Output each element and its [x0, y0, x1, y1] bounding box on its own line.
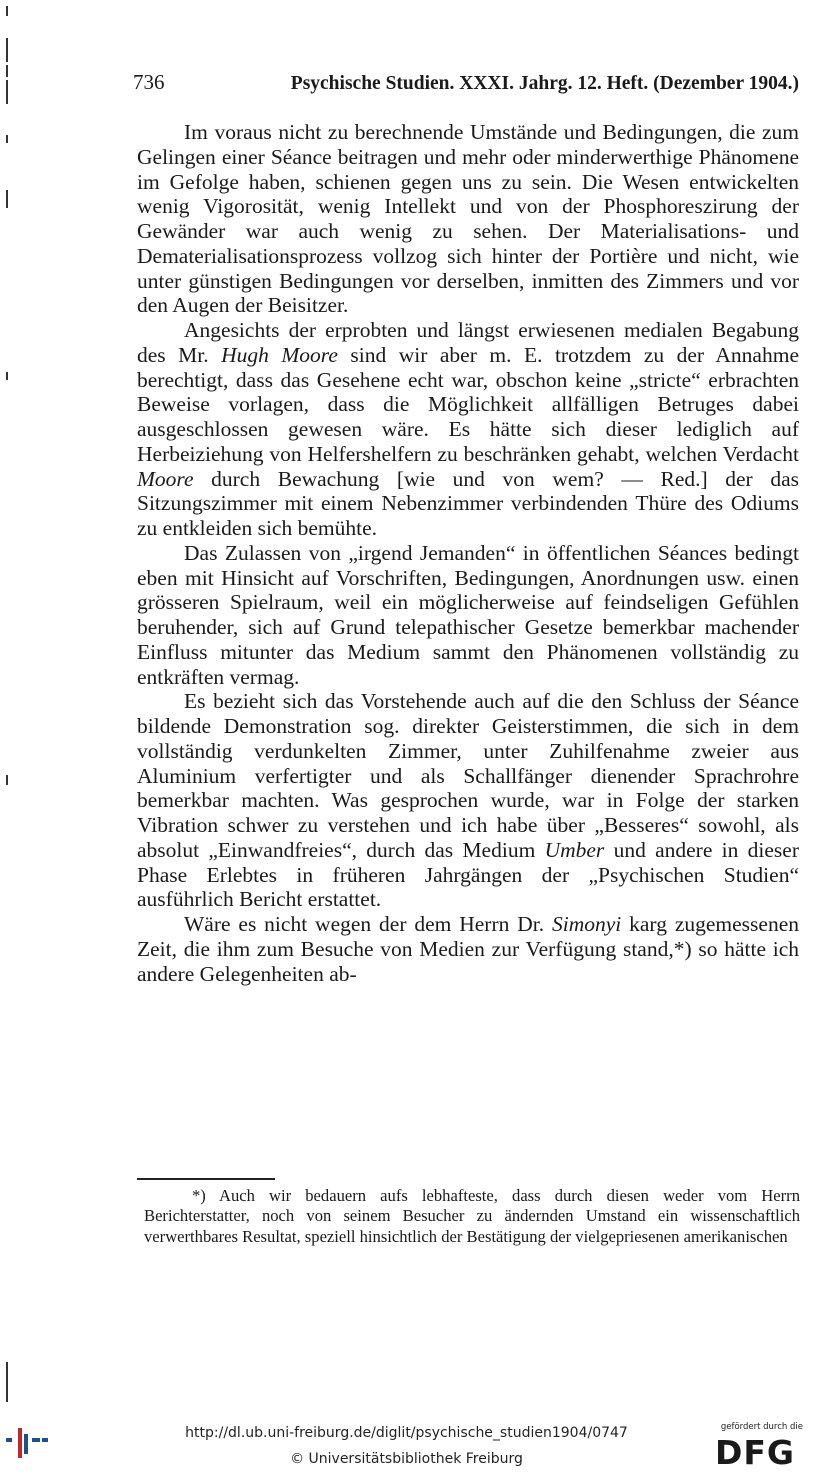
page-number: 736	[133, 70, 165, 94]
dfg-logo-icon	[707, 1434, 803, 1468]
scan-edge-mark	[6, 372, 8, 380]
scan-edge-mark	[6, 135, 8, 143]
scan-edge-mark	[6, 38, 8, 62]
scan-edge-mark	[6, 775, 8, 785]
text-run: durch Bewachung [wie und von wem? — Red.] der das Sitzungszimmer mit einem Nebenzimmer verbindenden Thüre des Odiums zu entkleiden sich bemühte.	[137, 466, 799, 540]
text-run: und andere in dieser Phase Erlebtes in früheren Jahrgängen der „Psychischen Studien“ ausführlich Bericht erstattet.	[137, 837, 799, 912]
text-run: Es bezieht sich das Vorstehende auch auf die den Schluss der Séance bildende Demonstration sog. direkter Geisterstimmen, die sich in dem vollständig verdunkelten Zimmer, unter Zuhilfenahme zweier aus Aluminium verfertigter und als Schallfänger dienender Sprachrohre bemerkbar machten. Was gesprochen wurde, war in Folge der starken Vibration schwer zu verstehen und ich habe über „Besseres“ sowohl, als absolut „Einwandfreies“, durch das Medium	[137, 689, 799, 862]
person-name: Simonyi	[551, 912, 622, 936]
text-run: sind wir aber m. E. trotzdem zu der Annahme berechtigt, dass das Gesehene echt war, obschon keine „stricte“ erbrachten Beweise vorlagen, dass die Möglichkeit allfälligen Betruges dabei ausgeschlossen gewesen wäre. Es hätte sich dieser lediglich auf Herbeiziehung von Helfershelfern zu beschränken gehabt, welchen Verdacht	[137, 342, 799, 466]
text-run: karg zugemessenen Zeit, die ihm zum Besuche von Medien zur Verfügung stand,*) so hätte ich andere Gelegenheiten ab-	[137, 912, 799, 986]
source-url[interactable]: http://dl.ub.uni-freiburg.de/diglit/psychische_studien1904/0747	[185, 1425, 628, 1441]
paragraph	[137, 318, 799, 541]
scan-edge-mark	[6, 6, 8, 16]
copyright-notice: © Universitätsbibliothek Freiburg	[290, 1451, 523, 1467]
body-text	[137, 120, 799, 986]
scan-edge-mark	[6, 65, 8, 77]
person-name: Hugh Moore	[221, 342, 338, 367]
running-title: Psychische Studien. XXXI. Jahrg. 12. Heft. (Dezember 1904.)	[290, 73, 799, 94]
scan-edge-mark	[6, 190, 8, 208]
scan-edge-mark	[6, 1362, 8, 1402]
text-run: Angesichts der erprobten und längst erwiesenen medialen Begabung des Mr.	[137, 318, 799, 367]
footnote: *) Auch wir bedauern aufs lebhafteste, dass durch diesen weder vom Herrn Berichterstatter, noch von seinem Besucher zu ändernden Umstand ein wissenschaftlich verwerthbares Resultat, speziell hinsichtlich der Bestätigung der vielgepriesenen amerikanischen	[144, 1186, 800, 1246]
paragraph: Das Zulassen von „irgend Jemanden“ in öffentlichen Séances bedingt eben mit Hinsicht auf Vorschriften, Bedingungen, Anordnungen usw. einen grösseren Spielraum, weil ein möglicherweise auf feindseligen Gefühlen beruhender, sich auf Grund telepathischer Gesetze bemerkbar machender Einfluss mitunter das Medium sammt den Phänomenen vollständig zu entkräften vermag.	[137, 540, 799, 689]
person-name: Moore	[137, 466, 194, 491]
paragraph	[137, 912, 799, 986]
funded-by-label: gefördert durch die	[720, 1422, 803, 1432]
footnote-rule	[137, 1178, 275, 1180]
paragraph: Im voraus nicht zu berechnende Umstände und Bedingungen, die zum Gelingen einer Séance beitragen und mehr oder minderwerthige Phänomene im Gefolge haben, schienen gegen uns zu sein. Die Wesen entwickelten wenig Vigorosität, wenig Intellekt und von der Phosphoreszirung der Gewänder war auch wenig zu sehen. Der Materialisations- und Dematerialisationsprozess vollzog sich hinter der Portière und nicht, wie unter günstigen Bedingungen vor derselben, inmitten des Zimmers und vor den Augen der Beisitzer.	[137, 120, 799, 318]
scan-edge-mark	[6, 80, 8, 104]
page-header	[133, 70, 799, 100]
paragraph	[137, 689, 799, 912]
footer-bar	[0, 1420, 813, 1473]
svg-text:DFG: DFG	[714, 1434, 796, 1468]
funder-block	[707, 1422, 803, 1468]
text-run: Wäre es nicht wegen der dem Herrn Dr.	[184, 912, 552, 936]
person-name: Umber	[544, 837, 605, 862]
